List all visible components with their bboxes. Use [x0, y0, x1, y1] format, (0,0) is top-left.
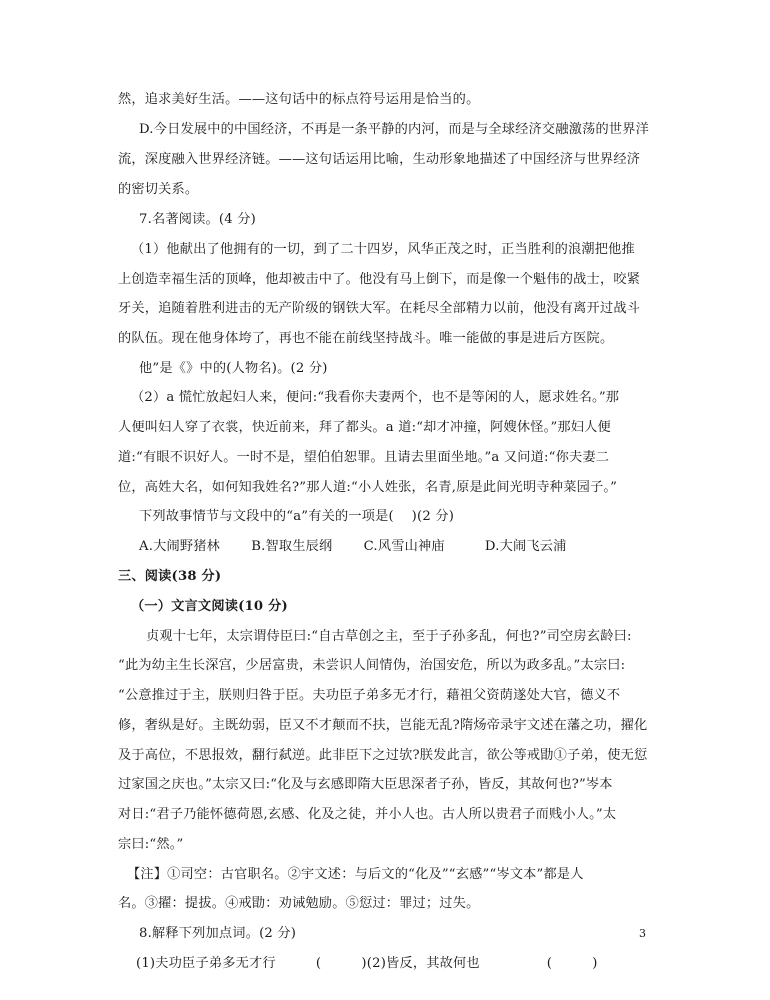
text-line: 位，高姓大名，如何知我姓名?”那人道:“小人姓张，名青,原是此间光明寺种菜园子。”	[118, 480, 618, 495]
subsection-heading: （一）文言文阅读(10 分)	[131, 599, 288, 614]
question-7-heading: 7.名著阅读。(4 分)	[139, 212, 256, 227]
text-line: 修，奢纵是好。主既幼弱，臣又不才颠而不扶，岂能无乱?隋炀帝录宇文述在藩之功，擢化	[118, 718, 648, 733]
text-line: “此为幼主生长深宫，少居富贵，未尝识人间情伪，治国安危，所以为政多乱。”太宗曰:	[118, 658, 626, 673]
text-line: 的密切关系。	[118, 182, 199, 197]
text-line: 贞观十七年，太宗谓侍臣曰:“自古草创之主，至于子孙多乱，何也?”司空房玄龄曰:	[146, 629, 632, 644]
text-line: 他”是《》中的(人物名)。(2 分)	[139, 361, 328, 376]
text-line: （1）他献出了他拥有的一切，到了二十四岁，风华正茂之时，正当胜利的浪潮把他推	[131, 242, 635, 257]
note-line: 名。③擢：提拔。④戒勖：劝诫勉励。⑤愆过：罪过；过失。	[118, 896, 480, 911]
text-line: 牙关，追随着胜利进击的无产阶级的钢铁大军。在耗尽全部精力以前，他没有离开过战斗	[118, 301, 641, 316]
text-line: “公意推过于主，朕则归咎于臣。夫功臣子弟多无才行，藉祖父资荫遂处大官，德义不	[118, 688, 621, 703]
text-line: 及于高位，不思报效，翻行弑逆。此非臣下之过欤?朕发此言，欲公等戒勖①子弟，使无愆	[118, 748, 648, 763]
answer-options: A.大闹野猪林 B.智取生辰纲 C.风雪山神庙 D.大闹飞云浦	[139, 539, 567, 554]
note-line: 【注】①司空：古官职名。②宇文述：与后文的“化及”“玄感”“岑文本”都是人	[127, 867, 584, 882]
page-number: 3	[639, 927, 646, 940]
text-line: 上创造幸福生活的顶峰，他却被击中了。他没有马上倒下，而是像一个魁伟的战士，咬紧	[118, 272, 641, 287]
text-line: （2）a 慌忙放起妇人来，便问:“我看你夫妻两个，也不是等闲的人，愿求姓名。”那	[131, 390, 620, 405]
text-line: D.今日发展中的中国经济，不再是一条平静的内河，而是与全球经济交融激荡的世界洋	[139, 122, 650, 137]
text-line: 然，追求美好生活。——这句话中的标点符号运用是恰当的。	[118, 92, 480, 107]
question-8-heading: 8.解释下列加点词。(2 分)	[139, 926, 297, 941]
text-line: (1)夫功臣子弟多无才行 ( )(2)皆反，其故何也 ( )	[136, 956, 598, 971]
text-line: 对日:“君子乃能怀德荷恩,玄感、化及之徒，并小人也。古人所以贵君子而贱小人。”太	[118, 807, 617, 822]
text-line: 人便叫妇人穿了衣裳，快近前来，拜了都头。a 道:“却才冲撞，阿嫂休怪。”那妇人便	[118, 420, 611, 435]
text-line: 过家国之庆也。”太宗又曰:“化及与玄感即隋大臣思深者子孙，皆反，其故何也?”岑本	[118, 777, 613, 792]
text-line: 道:“有眼不识好人。一时不是，望伯伯恕罪。且请去里面坐地。”a 又问道:“你夫妻二	[118, 450, 610, 465]
text-line: 下列故事情节与文段中的“a”有关的一项是( )(2 分)	[139, 509, 455, 524]
text-line: 宗曰:“然。”	[118, 837, 184, 852]
text-line: 流，深度融入世界经济链。——这句话运用比喻，生动形象地描述了中国经济与世界经济	[118, 152, 641, 167]
section-heading: 三、阅读(38 分)	[118, 569, 222, 584]
text-line: 的队伍。现在他身体垮了，再也不能在前线坚持战斗。唯一能做的事是进后方医院。	[118, 331, 614, 346]
